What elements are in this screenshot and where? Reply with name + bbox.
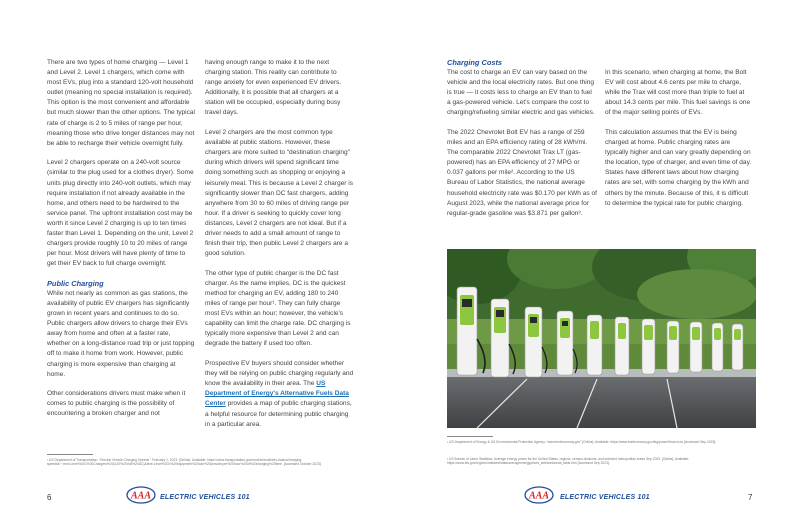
aaa-logo-icon bbox=[524, 486, 554, 504]
paragraph: Other considerations drivers must make when it comes to public charging is the possibility of encountering a broken charger and not bbox=[47, 390, 186, 418]
paragraph: While not nearly as common as gas stations, the availability of public EV chargers has significantly grown in recent years and continues to do so. Public chargers allow drivers to charge their EVs away from home and often at a faster rate, whether on a long-distance road trip or just topping off to make it home from work. However, public charging is more expensive than charging at home. bbox=[47, 289, 195, 378]
paragraph: The 2022 Chevrolet Bolt EV has a range of 259 miles and an EPA efficiency rating of 28 kWh/mi. The comparable 2022 Chevrolet Trax LT (gas-powered) has an EPA efficiency of 27 MPG or 0.037 gallons per mile². According to the US Bureau of Labor Statistics, the national average household electricity rate was $0.170 per kWh as of August 2023, while the national average price for regular-grade gasoline was $3.871 per gallon³. bbox=[447, 128, 597, 217]
ev-charging-station-photo bbox=[447, 249, 756, 428]
footnote: ³ US Bureau of Labor Statistics. Average energy prices for the United States, regions, census divisions, and selected metropolitan areas Sep 2023. [Online]. Available: https://www.bls.gov/regions/midwest/data/averageenergyprices_selectedareas_table.htm [Accessed Sep 2023]. bbox=[447, 457, 690, 466]
paragraph: The other type of public charger is the DC fast charger. As the name implies, DC is the quickest method for charging an EV, adding 180 to 240 miles of range per hour¹. They can fully charge most EVs within an hour; however, the vehicle's capability can limit the charge rate. DC charging is typically more expensive than Level 2 and can degrade the battery if used too often. bbox=[205, 269, 351, 348]
paragraph: There are two types of home charging — Level 1 and Level 2. Level 1 chargers, which come with most EVs, plug into a standard 120-volt household outlet (meaning no special installation is required). This option is the most convenient and affordable but much slower than the other options. The typical rate of charge is 2 to 5 miles of range per hour, meaning those who drive longer distances may not be able to recharge their vehicle overnight fully. bbox=[47, 59, 195, 147]
public-charging-heading: Public Charging bbox=[47, 278, 104, 288]
left-column-1 bbox=[47, 58, 195, 429]
svg-text:AAA: AAA bbox=[528, 490, 550, 502]
footer-title: ELECTRIC VEHICLES 101 bbox=[560, 494, 650, 501]
paragraph: In this scenario, when charging at home, the Bolt EV will cost about 4.6 cents per mile to charge, while the Trax will cost more than triple to fuel at about 14.3 cents per mile. This fuel savings is one of the major selling points of EVs. bbox=[605, 69, 751, 117]
left-column-2 bbox=[205, 58, 355, 439]
right-column-1 bbox=[447, 58, 597, 228]
right-column-2 bbox=[605, 68, 755, 218]
paragraph: having enough range to make it to the next charging station. This reality can contribute to range anxiety for even experienced EV drivers. Additionally, it is possible that all chargers at a station will be occupied, especially during busy travel days. bbox=[205, 59, 342, 117]
paragraph: This calculation assumes that the EV is being charged at home. Public charging rates are typically higher and can vary greatly depending on the location, type of charger, and even time of day. States have different laws about how charging rates are set, with some charging by the kWh and others by the minute. Because of this, it is difficult to determine the typical rate for public charging. bbox=[605, 128, 752, 207]
footnote-rule bbox=[47, 454, 93, 455]
footnote: ² US Department of Energy & US Environmental Protection Agency. “www.fueleconomy.gov” [Online]. Available: https://www.fueleconomy.gov/feg/powerSearch.do [Accessed Sep 2023]. bbox=[447, 440, 717, 444]
footer-title: ELECTRIC VEHICLES 101 bbox=[160, 494, 250, 501]
paragraph: Level 2 chargers are the most common type available at public stations. However, these chargers are more suited to “destination charging” during which drivers will spend significant time doing something such as shopping or enjoying a leisurely meal. This is because a Level 2 charger is significantly slower than DC fast chargers, adding anywhere from 30 to 60 miles of driving range per hour. If a driver is seeking to quickly cover long distances, Level 2 chargers are not ideal. But if a driver needs to add a small amount of range to finish their trip, then public Level 2 chargers are a good solution. bbox=[205, 129, 353, 258]
paragraph: Prospective EV buyers should consider whether they will be relying on public charging regularly and know the availability in their area. The US Department of Energy's Alternative Fuels Data Center provides a map of public charging stations, a helpful resource for determining public charging in a particular area. bbox=[205, 360, 354, 428]
paragraph: Level 2 chargers operate on a 240-volt source (similar to the plug used for a clothes dryer). Some units plug directly into 240-volt outlets, which may require installation if not already available in the home, and others need to be hardwired to the service panel. The upfront installation cost may be worth it since Level 2 charging is up to ten times faster than Level 1. Depending on the unit, Level 2 chargers provide roughly 10 to 20 miles of range per hour. Most drivers will have plenty of time to get their EV back to full charge overnight. bbox=[47, 159, 194, 268]
charging-costs-heading: Charging Costs bbox=[447, 58, 503, 67]
page-number: 7 bbox=[748, 493, 753, 502]
svg-text:AAA: AAA bbox=[130, 490, 152, 502]
aaa-logo-icon bbox=[126, 486, 156, 504]
page-number: 6 bbox=[47, 493, 52, 502]
afdc-link[interactable]: US Department of Energy's Alternative Fuels Data Center bbox=[205, 380, 349, 408]
footnote-rule bbox=[447, 436, 493, 437]
footnote: ¹ US Department of Transportation. “Electric Vehicle Charging Speeds.” February 1, 2023. [Online]. Available: https://www.transportation.gov/rural/ev/toolkit/ev-basics/charging-speeds#:~:text=Level%201%20Chargers%20(120%20Volt%20AC)&text=Level%201%20equipment%20can%20provide,per%20hour%20of%20charging%20time. [Accessed October 2023]. bbox=[47, 458, 322, 467]
paragraph: The cost to charge an EV can vary based on the vehicle and the local electricity rates. But one thing is true — it costs less to charge an EV than to fuel a gas-powered vehicle. Let's compare the cost to charging/refueling similar electric and gas vehicles. bbox=[447, 69, 595, 117]
